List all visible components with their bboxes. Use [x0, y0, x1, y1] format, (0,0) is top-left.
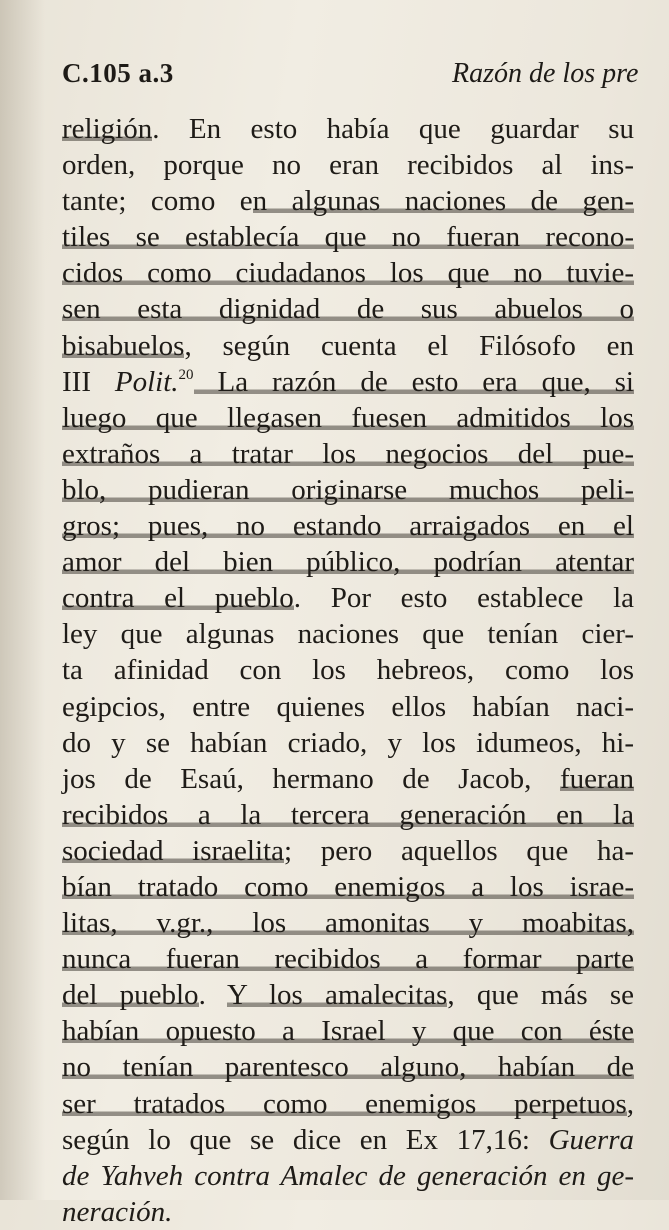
highlighted-text: cidos como ciudadanos los que no tuvie-	[62, 257, 634, 290]
text-span: Guerra	[548, 1123, 634, 1156]
text-span: neración.	[62, 1195, 173, 1228]
text-line	[62, 111, 634, 147]
text-span: de Yahveh contra Amalec de generación en ge-	[62, 1159, 634, 1192]
text-span: , que más se	[447, 979, 634, 1012]
text-span: . En esto había que guardar su	[152, 113, 634, 145]
highlighted-text: bían tratado como enemigos a los israe-	[62, 870, 634, 903]
text-line	[62, 797, 634, 833]
text-line	[62, 616, 634, 652]
highlighted-text: extraños a tratar los negocios del pue-	[62, 437, 634, 470]
text-span: ley que algunas naciones que tenían cier-	[62, 618, 634, 651]
body-text	[62, 111, 634, 1230]
text-span: . Por esto establece la	[293, 582, 634, 615]
highlighted-text: religión	[62, 113, 153, 145]
text-line	[62, 328, 634, 364]
text-line	[62, 436, 634, 472]
text-line	[62, 147, 634, 183]
highlighted-text: del pueblo	[62, 979, 199, 1012]
highlighted-text: habían opuesto a Israel y que con éste	[62, 1015, 634, 1048]
text-line	[62, 364, 634, 400]
text-line	[62, 652, 634, 688]
page-shadow	[0, 0, 45, 1200]
text-line	[62, 1013, 634, 1049]
text-span: ; pero aquellos que ha-	[283, 834, 634, 867]
text-span: , según cuenta el Filósofo en	[184, 329, 634, 362]
text-span: jos de Esaú, hermano de Jacob,	[62, 762, 560, 795]
highlighted-text: amor del bien público, podrían atentar	[62, 546, 634, 579]
text-line	[62, 508, 634, 544]
text-line	[62, 1086, 634, 1122]
highlighted-text: La razón de esto era que, si	[193, 365, 634, 398]
text-line	[62, 291, 634, 327]
highlighted-text: sen esta dignidad de sus abuelos o	[62, 293, 634, 326]
text-line	[62, 580, 634, 616]
highlighted-text: contra el pueblo	[62, 582, 294, 615]
text-line	[62, 977, 634, 1013]
chapter-reference: C.105 a.3	[62, 58, 174, 88]
text-span: tante; como e	[62, 185, 253, 218]
text-span: orden, porque no eran recibidos al ins-	[62, 149, 634, 182]
highlighted-text: luego que llegasen fuesen admitidos los	[62, 401, 634, 434]
highlighted-text: sociedad israelita	[62, 834, 284, 867]
text-line	[62, 183, 634, 219]
text-line	[62, 255, 634, 291]
highlighted-text: no tenían parentesco alguno, habían de	[62, 1051, 634, 1084]
highlighted-text: ser tratados como enemigos perpetuos	[62, 1087, 627, 1120]
text-line	[62, 544, 634, 580]
text-line	[62, 689, 634, 725]
text-line	[62, 761, 634, 797]
highlighted-text: tiles se establecía que no fueran recono-	[62, 221, 634, 254]
text-span: III	[62, 365, 115, 398]
text-line	[62, 725, 634, 761]
highlighted-text: gros; pues, no estando arraigados en el	[62, 510, 634, 543]
text-line	[62, 219, 634, 255]
text-line	[62, 905, 634, 941]
running-title: Razón de los pre	[452, 58, 639, 89]
text-span: .	[198, 979, 227, 1012]
text-line	[62, 1158, 634, 1194]
text-line	[62, 1049, 634, 1085]
text-line	[62, 833, 634, 869]
highlighted-text: litas, v.gr., los amonitas y moabitas,	[62, 907, 634, 940]
text-line	[62, 400, 634, 436]
text-line	[62, 1194, 634, 1230]
text-span: ,	[626, 1087, 634, 1120]
highlighted-text: nunca fueran recibidos a formar parte	[62, 943, 634, 976]
running-header	[62, 58, 669, 98]
text-span: do y se habían criado, y los idumeos, hi-	[62, 726, 634, 759]
highlighted-text: blo, pudieran originarse muchos peli-	[62, 473, 634, 506]
highlighted-text: bisabuelos	[62, 329, 185, 362]
text-line	[62, 472, 634, 508]
text-line	[62, 941, 634, 977]
footnote-marker: 20	[178, 366, 194, 383]
highlighted-text: recibidos a la tercera generación en la	[62, 798, 634, 831]
text-span: Polit.	[114, 365, 179, 398]
text-span: ta afinidad con los hebreos, como los	[62, 654, 634, 687]
highlighted-text: n algunas naciones de gen-	[252, 185, 635, 218]
highlighted-text: fueran	[559, 762, 634, 795]
text-line	[62, 869, 634, 905]
text-span: egipcios, entre quienes ellos habían naci-	[62, 690, 634, 723]
text-span: según lo que se dice en Ex 17,16:	[62, 1123, 549, 1156]
highlighted-text: Y los amalecitas	[226, 979, 448, 1012]
text-line	[62, 1122, 634, 1158]
